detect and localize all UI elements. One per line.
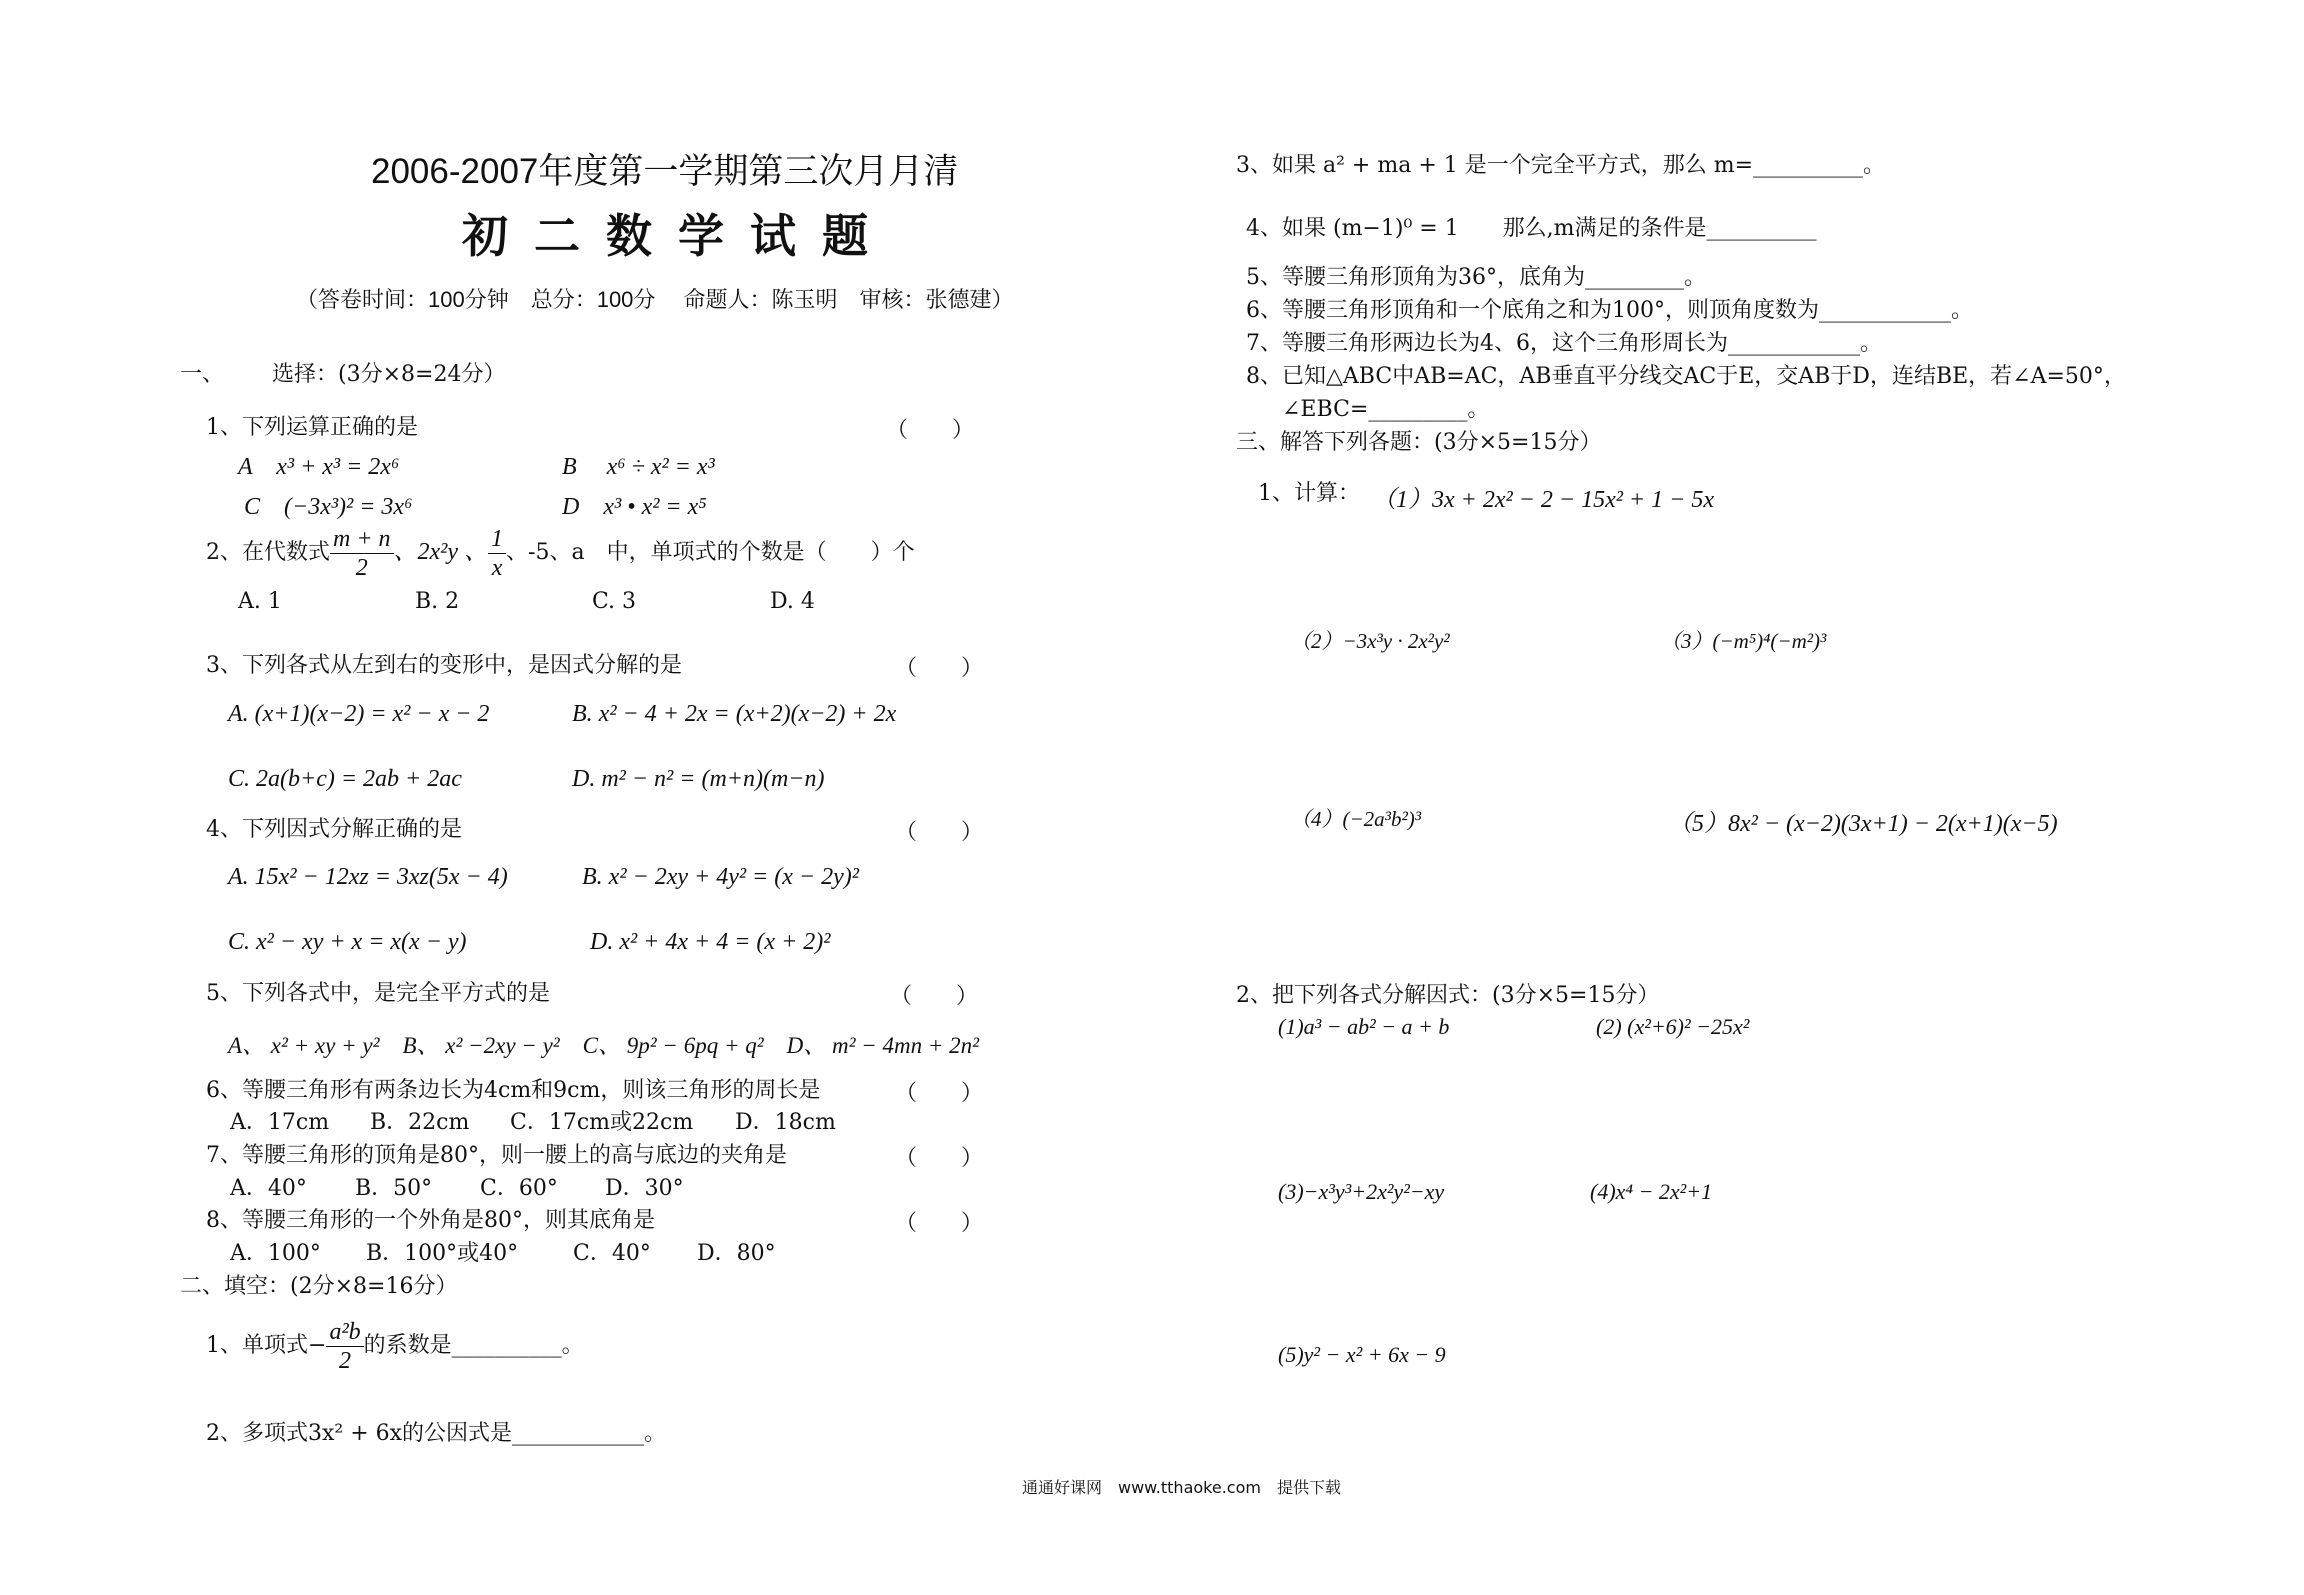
q1-choice-b: B x⁶ ÷ x² = x³ <box>562 454 715 480</box>
exam-subject-title: 初二数学试题 <box>462 209 894 263</box>
q6-choice-b: B．22cm <box>370 1110 470 1135</box>
q5-choices: A、 x² + xy + y² B、 x² −2xy − y² C、 9p² − 6pq + q² D、 m² − 4mn + 2n² <box>228 1033 980 1058</box>
q7-choice-a: A．40° <box>230 1176 307 1201</box>
q8-choice-a: A．100° <box>230 1241 321 1266</box>
factor-5: (5)y² − x² + 6x − 9 <box>1278 1342 1446 1367</box>
q2-frac-num: m + n <box>330 525 394 554</box>
exam-meta: （答卷时间：100分钟 总分：100分 命题人：陈玉明 审核：张德建） <box>296 287 1014 312</box>
q1-choice-c: C (−3x³)² = 3x⁶ <box>244 494 413 520</box>
q1-stem: 1、下列运算正确的是 <box>206 415 418 440</box>
q2-choice-b: B. 2 <box>415 589 460 614</box>
q4-choice-c: C. x² − xy + x = x(x − y) <box>228 929 467 955</box>
section1-title: 选择：(3分×8=24分） <box>272 362 506 387</box>
factor-3: (3)−x³y³+2x²y²−xy <box>1278 1179 1445 1204</box>
q2-stem <box>206 522 915 583</box>
q2-mid: 、2x²y 、 <box>393 539 489 565</box>
q5-stem: 5、下列各式中，是完全平方式的是 <box>206 981 550 1006</box>
q7-choice-b: B．50° <box>355 1176 433 1201</box>
q2-fraction <box>330 525 394 582</box>
q8-choice-d: D．80° <box>697 1241 776 1266</box>
fill1-prefix: 1、单项式− <box>206 1333 327 1358</box>
section3-title: 三、解答下列各题：(3分×5=15分） <box>1236 430 1602 455</box>
q2-choice-a: A. 1 <box>238 589 282 614</box>
factor-4: (4)x⁴ − 2x²+1 <box>1590 1179 1713 1204</box>
fill7: 7、等腰三角形两边长为4、6，这个三角形周长为____________。 <box>1246 331 1882 356</box>
fill1-fraction <box>326 1318 363 1375</box>
fill4: 4、如果 (m−1)⁰ = 1 那么,m满足的条件是__________ <box>1246 216 1817 241</box>
q4-stem: 4、下列因式分解正确的是 <box>206 817 462 842</box>
footer-credit: 通通好课网 www.tthaoke.com 提供下载 <box>1022 1478 1341 1497</box>
q2-choice-c: C. 3 <box>592 589 637 614</box>
q3-answer-paren: （ ） <box>895 656 984 681</box>
q4-choice-d: D. x² + 4x + 4 = (x + 2)² <box>590 929 831 955</box>
q3-stem: 3、下列各式从左到右的变形中，是因式分解的是 <box>206 653 682 678</box>
fill3: 3、如果 a² + ma + 1 是一个完全平方式，那么 m=__________。 <box>1236 153 1886 178</box>
calc-4: （4）(−2a³b²)³ <box>1290 807 1422 831</box>
q1-choice-a: A x³ + x³ = 2x⁶ <box>238 454 400 480</box>
q3-choice-d: D. m² − n² = (m+n)(m−n) <box>572 766 825 792</box>
q3-choice-a: A. (x+1)(x−2) = x² − x − 2 <box>228 701 490 727</box>
q4-answer-paren: （ ） <box>895 820 984 845</box>
q2-choice-d: D. 4 <box>770 589 815 614</box>
q2-frac-den: 2 <box>355 554 368 581</box>
q6-choice-a: A．17cm <box>230 1110 330 1135</box>
calc-label: 1、计算： <box>1258 481 1360 506</box>
q4-choice-a: A. 15x² − 12xz = 3xz(5x − 4) <box>228 864 508 890</box>
fill1-frac-num: a²b <box>326 1318 363 1347</box>
fill6: 6、等腰三角形顶角和一个底角之和为100°，则顶角度数为____________。 <box>1246 298 1973 323</box>
q3-choice-b: B. x² − 4 + 2x = (x+2)(x−2) + 2x <box>572 701 897 727</box>
q2-suffix: 、-5、a 中，单项式的个数是（ ）个 <box>506 540 915 565</box>
q6-choice-c: C．17cm或22cm <box>510 1110 694 1135</box>
calc-2: （2）−3x³y · 2x²y² <box>1290 629 1450 653</box>
calc-1: （1）3x + 2x² − 2 − 15x² + 1 − 5x <box>1372 487 1714 513</box>
q8-choice-c: C．40° <box>573 1241 651 1266</box>
fill1-suffix: 的系数是__________。 <box>363 1333 584 1358</box>
q8-choice-b: B．100°或40° <box>366 1241 519 1266</box>
fill1 <box>206 1316 584 1376</box>
q7-choice-d: D．30° <box>605 1176 684 1201</box>
q7-choice-c: C．60° <box>480 1176 558 1201</box>
q3-choice-c: C. 2a(b+c) = 2ab + 2ac <box>228 766 462 792</box>
page-title: 2006-2007年度第一学期第三次月月清 <box>371 152 959 191</box>
q2-fraction2 <box>488 525 506 582</box>
q5-answer-paren: （ ） <box>890 984 979 1009</box>
fill1-frac-den: 2 <box>339 1347 352 1374</box>
fill2: 2、多项式3x² + 6x的公因式是____________。 <box>206 1421 667 1446</box>
section1-number: 一、 <box>180 362 225 387</box>
fill8-line1: 8、已知△ABC中AB=AC，AB垂直平分线交AC于E，交AB于D，连结BE，若∠A=50°， <box>1246 364 2126 389</box>
q8-stem: 8、等腰三角形的一个外角是80°，则其底角是 <box>206 1208 655 1233</box>
factor-1: (1)a³ − ab² − a + b <box>1278 1014 1450 1039</box>
q4-choice-b: B. x² − 2xy + 4y² = (x − 2y)² <box>582 864 859 890</box>
calc-5: （5）8x² − (x−2)(3x+1) − 2(x+1)(x−5) <box>1668 811 2058 837</box>
q2-frac2-den: x <box>491 554 503 581</box>
fill5: 5、等腰三角形顶角为36°，底角为_________。 <box>1246 265 1706 290</box>
q6-answer-paren: （ ） <box>895 1081 984 1106</box>
q1-answer-paren: （ ） <box>886 418 975 443</box>
section2-title: 二、填空：(2分×8=16分） <box>180 1274 458 1299</box>
q8-answer-paren: （ ） <box>895 1211 984 1236</box>
calc-3: （3）(−m⁵)⁴(−m²)³ <box>1660 629 1827 653</box>
fill8-line2: ∠EBC=_________。 <box>1282 397 1490 422</box>
q1-choice-d: D x³ • x² = x⁵ <box>562 494 707 520</box>
q6-choice-d: D．18cm <box>735 1110 836 1135</box>
factor-section-title: 2、把下列各式分解因式：(3分×5=15分） <box>1236 983 1660 1008</box>
q7-answer-paren: （ ） <box>895 1146 984 1171</box>
factor-2: (2) (x²+6)² −25x² <box>1596 1014 1750 1039</box>
q7-stem: 7、等腰三角形的顶角是80°，则一腰上的高与底边的夹角是 <box>206 1143 787 1168</box>
q2-frac2-num: 1 <box>488 525 506 554</box>
q6-stem: 6、等腰三角形有两条边长为4cm和9cm，则该三角形的周长是 <box>206 1078 821 1103</box>
q2-prefix: 2、在代数式 <box>206 540 330 565</box>
